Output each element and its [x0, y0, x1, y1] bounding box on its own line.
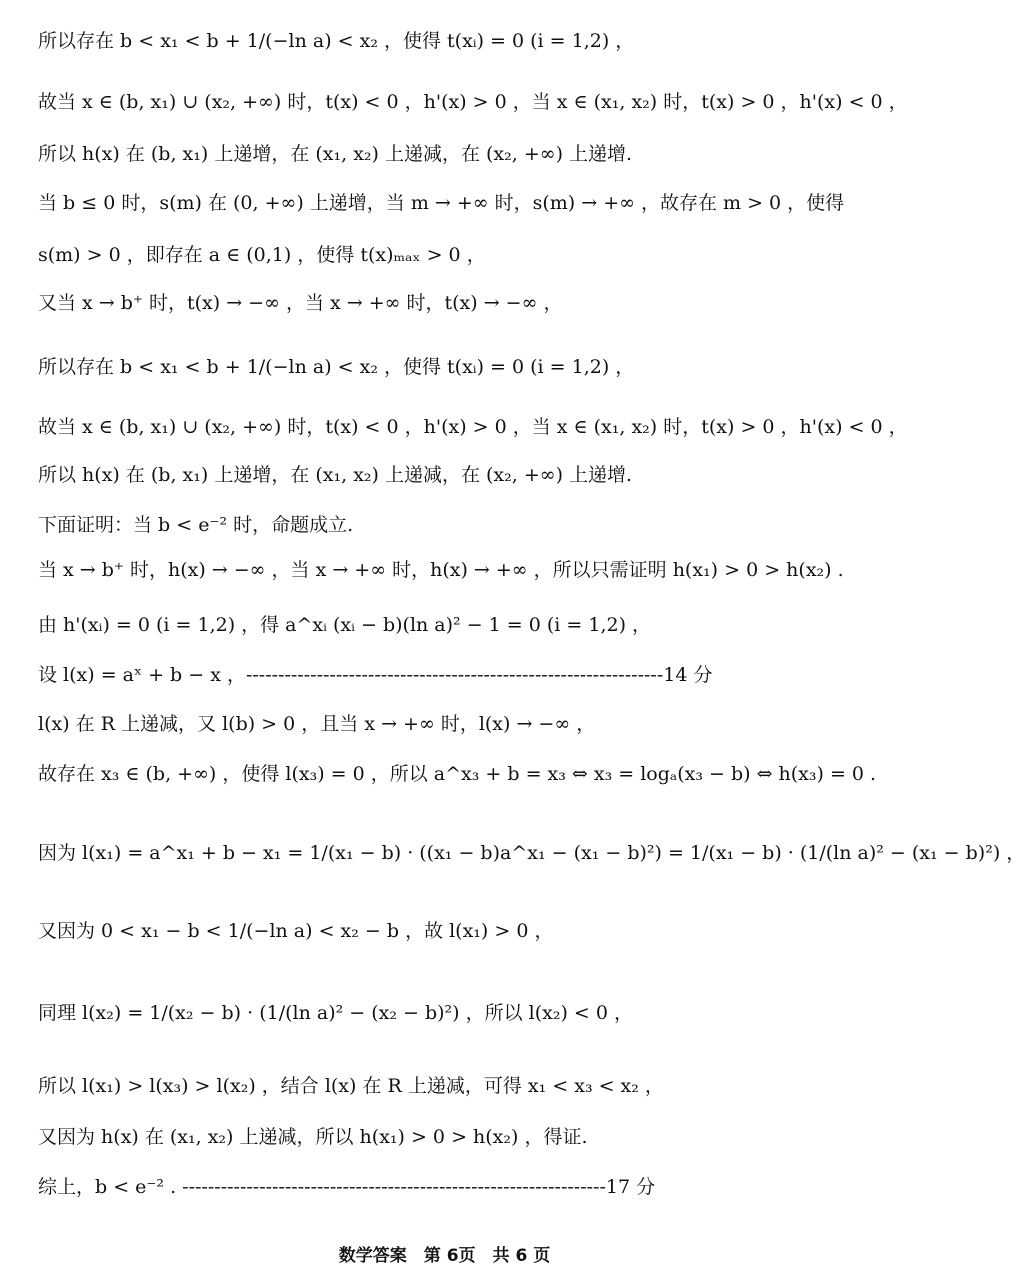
text-line: 下面证明：当 b < e⁻² 时，命题成立.	[38, 514, 354, 536]
text-line: 同理 l(x₂) = 1/(x₂ − b) · (1/(ln a)² − (x₂ − b)²) ，所以 l(x₂) < 0 ，	[38, 1002, 634, 1024]
text-line: 所以 h(x) 在 (b, x₁) 上递增，在 (x₁, x₂) 上递减，在 (x₂, +∞) 上递增.	[38, 143, 633, 165]
text-line: s(m) > 0 ，即存在 a ∈ (0,1) ，使得 t(x)ₘₐₓ > 0 ，	[38, 244, 486, 266]
text-line: 又因为 0 < x₁ − b < 1/(−ln a) < x₂ − b ，故 l(x₁) > 0 ，	[38, 920, 554, 942]
text-line: 所以存在 b < x₁ < b + 1/(−ln a) < x₂ ，使得 t(xᵢ) = 0 (i = 1,2) ，	[38, 30, 635, 52]
text-line: 故当 x ∈ (b, x₁) ∪ (x₂, +∞) 时，t(x) < 0 ，h'(x) > 0 ，当 x ∈ (x₁, x₂) 时，t(x) > 0 ，h'(x) < 0 ，	[38, 416, 908, 438]
text-line: l(x) 在 R 上递减，又 l(b) > 0 ，且当 x → +∞ 时，l(x) → −∞ ，	[38, 713, 596, 735]
text-line: 因为 l(x₁) = a^x₁ + b − x₁ = 1/(x₁ − b) · ((x₁ − b)a^x₁ − (x₁ − b)²) = 1/(x₁ − b) · (1/(ln a)² − (x₁ − b)²) ，	[38, 842, 1025, 864]
text-line: 所以 l(x₁) > l(x₃) > l(x₂) ，结合 l(x) 在 R 上递减，可得 x₁ < x₃ < x₂ ，	[38, 1075, 664, 1097]
text-line: 由 h'(xᵢ) = 0 (i = 1,2) ，得 a^xᵢ (xᵢ − b)(ln a)² − 1 = 0 (i = 1,2) ，	[38, 614, 652, 636]
page-footer: 数学答案 第 6页 共 6 页	[338, 1246, 551, 1266]
text-line: 又当 x → b⁺ 时，t(x) → −∞ ，当 x → +∞ 时，t(x) → −∞ ，	[38, 292, 563, 314]
text-line: 故存在 x₃ ∈ (b, +∞) ，使得 l(x₃) = 0 ，所以 a^x₃ + b = x₃ ⇔ x₃ = logₐ(x₃ − b) ⇔ h(x₃) = 0 .	[38, 763, 877, 785]
text-line: 故当 x ∈ (b, x₁) ∪ (x₂, +∞) 时，t(x) < 0 ，h'(x) > 0 ，当 x ∈ (x₁, x₂) 时，t(x) > 0 ，h'(x) < 0 ，	[38, 91, 908, 113]
text-line: 当 b ≤ 0 时，s(m) 在 (0, +∞) 上递增，当 m → +∞ 时，s(m) → +∞ ，故存在 m > 0 ，使得	[38, 192, 845, 214]
text-line: 综上，b < e⁻² . ------------------------------------------------------------------17 分	[38, 1176, 656, 1198]
text-line: 又因为 h(x) 在 (x₁, x₂) 上递减，所以 h(x₁) > 0 > h(x₂) ，得证.	[38, 1126, 588, 1148]
text-line: 当 x → b⁺ 时，h(x) → −∞ ，当 x → +∞ 时，h(x) → +∞ ，所以只需证明 h(x₁) > 0 > h(x₂) .	[38, 559, 844, 581]
text-line: 所以 h(x) 在 (b, x₁) 上递增，在 (x₁, x₂) 上递减，在 (x₂, +∞) 上递增.	[38, 464, 633, 486]
text-line: 设 l(x) = aˣ + b − x ，-----------------------------------------------------------------14 分	[38, 664, 713, 686]
text-line: 所以存在 b < x₁ < b + 1/(−ln a) < x₂ ，使得 t(xᵢ) = 0 (i = 1,2) ，	[38, 356, 635, 378]
